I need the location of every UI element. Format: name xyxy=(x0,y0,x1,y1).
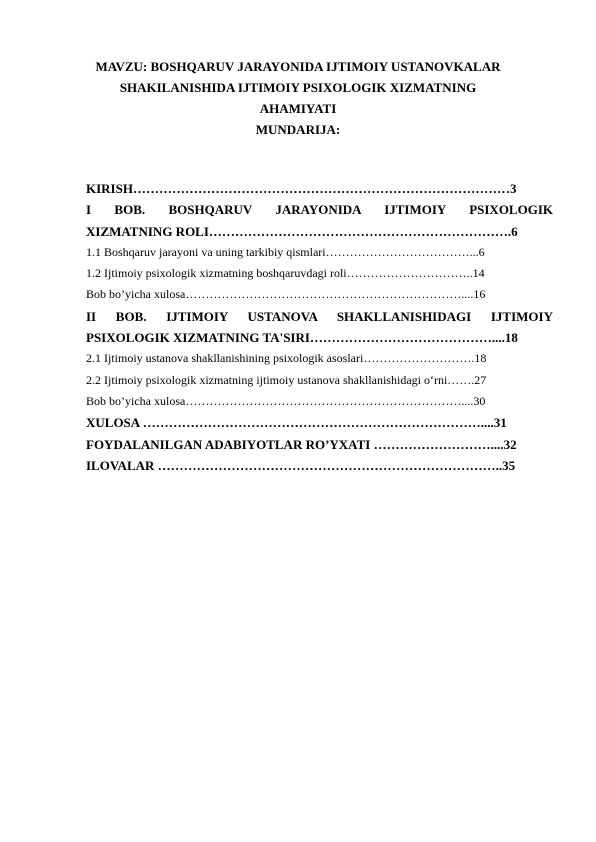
toc-entry-chapter-1-line-2: XIZMATNING ROLI…………………………………………………………….6 xyxy=(86,223,518,239)
toc-entry-appendices: ILOVALAR ……………………………………………………………………..35 xyxy=(86,457,516,473)
toc-entry-kirish: KIRISH……………………………………………………………………………3 xyxy=(86,181,517,196)
toc-entry-section-1-1: 1.1 Boshqaruv jarayoni va uning tarkibiy qismlari………………………………...6 xyxy=(86,244,485,259)
title-line-2: SHAKILANISHIDA IJTIMOIY PSIXOLOGIK XIZMATNING xyxy=(119,80,477,95)
toc-entry-chapter-1-summary: Bob bo’yicha xulosa……………………………………………………………....16 xyxy=(86,287,486,302)
toc-entry-chapter-2-summary: Bob bo’yicha xulosa……………………………………………………………....30 xyxy=(86,393,486,408)
toc-entry-chapter-1-line-1: I BOB. BOSHQARUV JARAYONIDA IJTIMOIY PSIXOLOGIK xyxy=(86,202,553,218)
toc-entry-section-2-1: 2.1 Ijtimoiy ustanova shakllanishining psixologik asoslari……………………….18 xyxy=(86,351,487,366)
table-of-contents xyxy=(86,178,553,476)
toc-entry-chapter-2-line-1: II BOB. IJTIMOIY USTANOVA SHAKLLANISHIDAGI IJTIMOIY xyxy=(86,308,553,324)
contents-heading: MUNDARIJA: xyxy=(255,122,341,137)
document-title xyxy=(60,56,536,140)
toc-entry-section-2-2: 2.2 Ijtimoiy psixologik xizmatning ijtimoiy ustanova shakllanishidagi o‘rni…….27 xyxy=(86,372,487,387)
toc-entry-chapter-2-line-2: PSIXOLOGIK XIZMATNING TA'SIRI……………………………………....18 xyxy=(86,330,518,346)
title-line-3: AHAMIYATI xyxy=(259,101,337,116)
title-line-1: MAVZU: BOSHQARUV JARAYONIDA IJTIMOIY USTANOVKALAR xyxy=(95,59,501,74)
toc-entry-section-1-2: 1.2 Ijtimoiy psixologik xizmatning boshqaruvdagi roli…………………………..14 xyxy=(86,266,485,281)
toc-entry-references: FOYDALANILGAN ADABIYOTLAR RO’YXATI ………………………....32 xyxy=(86,436,517,452)
toc-entry-xulosa: XULOSA ……………………………………………………………………....31 xyxy=(86,415,507,431)
